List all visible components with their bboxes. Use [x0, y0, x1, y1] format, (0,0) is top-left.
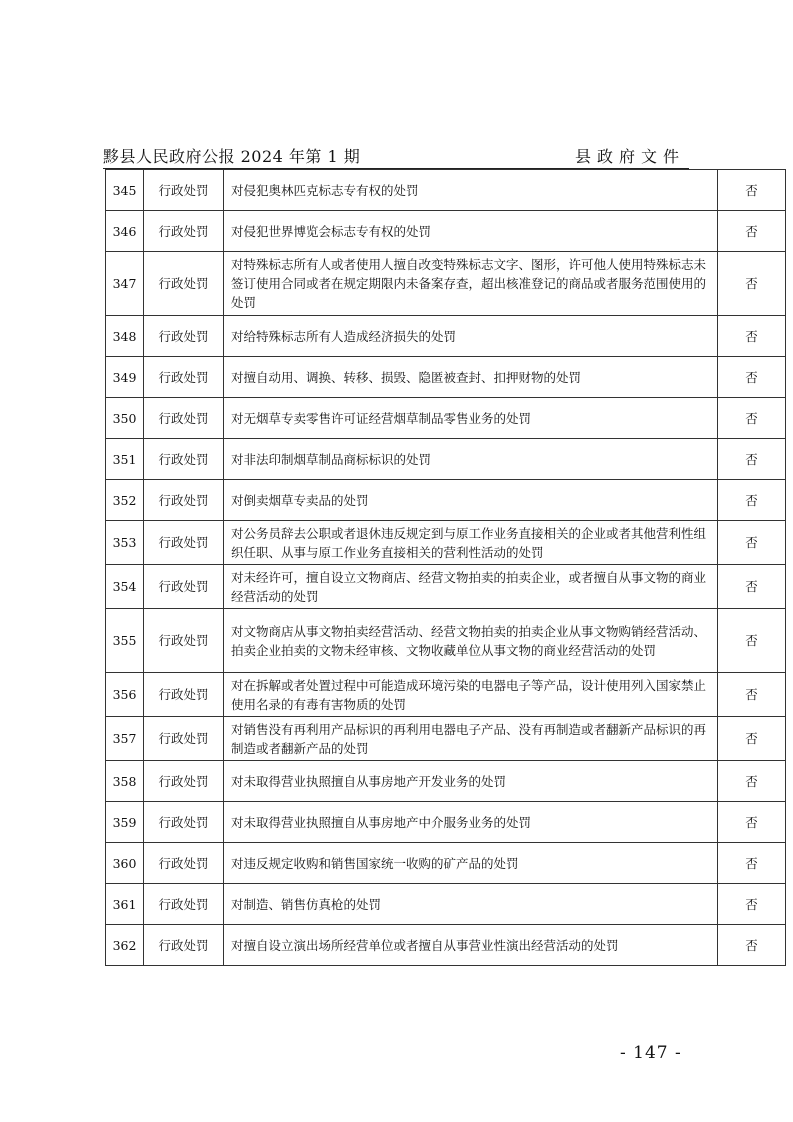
table-row: [106, 761, 786, 802]
table-row: [106, 170, 786, 211]
row-flag: 否: [718, 565, 786, 609]
row-flag: 否: [718, 717, 786, 761]
row-flag: 否: [718, 925, 786, 966]
table-row: [106, 316, 786, 357]
row-flag: 否: [718, 211, 786, 252]
row-number: 346: [106, 211, 144, 252]
row-description: 对文物商店从事文物拍卖经营活动、经营文物拍卖的拍卖企业从事文物购销经营活动、拍卖企业拍卖的文物未经审核、文物收藏单位从事文物的商业经营活动的处罚: [224, 609, 718, 673]
publication-title: 黟县人民政府公报 2024 年第 1 期: [103, 147, 361, 166]
row-flag: 否: [718, 480, 786, 521]
table-row: [106, 398, 786, 439]
row-type: 行政处罚: [144, 521, 224, 565]
row-type: 行政处罚: [144, 211, 224, 252]
table-row: [106, 439, 786, 480]
row-flag: 否: [718, 439, 786, 480]
row-number: 353: [106, 521, 144, 565]
row-type: 行政处罚: [144, 717, 224, 761]
row-number: 350: [106, 398, 144, 439]
row-description: 对在拆解或者处置过程中可能造成环境污染的电器电子等产品，设计使用列入国家禁止使用名录的有毒有害物质的处罚: [224, 673, 718, 717]
row-type: 行政处罚: [144, 252, 224, 316]
row-number: 358: [106, 761, 144, 802]
row-number: 359: [106, 802, 144, 843]
row-description: 对公务员辞去公职或者退休违反规定到与原工作业务直接相关的企业或者其他营利性组织任职、从事与原工作业务直接相关的营利性活动的处罚: [224, 521, 718, 565]
table-row: [106, 565, 786, 609]
row-number: 356: [106, 673, 144, 717]
page-header: [103, 142, 689, 169]
table-row: [106, 843, 786, 884]
row-description: 对未取得营业执照擅自从事房地产开发业务的处罚: [224, 761, 718, 802]
row-number: 361: [106, 884, 144, 925]
row-number: 345: [106, 170, 144, 211]
row-type: 行政处罚: [144, 398, 224, 439]
row-number: 354: [106, 565, 144, 609]
row-type: 行政处罚: [144, 565, 224, 609]
table-row: [106, 521, 786, 565]
row-type: 行政处罚: [144, 170, 224, 211]
row-description: 对擅自设立演出场所经营单位或者擅自从事营业性演出经营活动的处罚: [224, 925, 718, 966]
penalty-table: [105, 169, 786, 966]
row-description: 对未经许可，擅自设立文物商店、经营文物拍卖的拍卖企业，或者擅自从事文物的商业经营活动的处罚: [224, 565, 718, 609]
row-number: 357: [106, 717, 144, 761]
row-description: 对给特殊标志所有人造成经济损失的处罚: [224, 316, 718, 357]
row-number: 362: [106, 925, 144, 966]
row-flag: 否: [718, 609, 786, 673]
row-description: 对擅自动用、调换、转移、损毁、隐匿被查封、扣押财物的处罚: [224, 357, 718, 398]
row-description: 对侵犯世界博览会标志专有权的处罚: [224, 211, 718, 252]
row-flag: 否: [718, 843, 786, 884]
row-type: 行政处罚: [144, 843, 224, 884]
row-description: 对无烟草专卖零售许可证经营烟草制品零售业务的处罚: [224, 398, 718, 439]
row-flag: 否: [718, 673, 786, 717]
row-type: 行政处罚: [144, 316, 224, 357]
table-row: [106, 357, 786, 398]
row-number: 360: [106, 843, 144, 884]
row-number: 352: [106, 480, 144, 521]
row-flag: 否: [718, 802, 786, 843]
row-type: 行政处罚: [144, 673, 224, 717]
row-type: 行政处罚: [144, 884, 224, 925]
table-row: [106, 609, 786, 673]
row-number: 351: [106, 439, 144, 480]
table-row: [106, 252, 786, 316]
row-flag: 否: [718, 398, 786, 439]
row-type: 行政处罚: [144, 761, 224, 802]
table-row: [106, 717, 786, 761]
row-type: 行政处罚: [144, 439, 224, 480]
row-description: 对非法印制烟草制品商标标识的处罚: [224, 439, 718, 480]
row-flag: 否: [718, 316, 786, 357]
row-description: 对侵犯奥林匹克标志专有权的处罚: [224, 170, 718, 211]
row-type: 行政处罚: [144, 480, 224, 521]
row-flag: 否: [718, 761, 786, 802]
page-number: - 147 -: [620, 1043, 682, 1063]
row-description: 对销售没有再利用产品标识的再利用电器电子产品、没有再制造或者翻新产品标识的再制造或者翻新产品的处罚: [224, 717, 718, 761]
row-type: 行政处罚: [144, 925, 224, 966]
table-row: [106, 480, 786, 521]
row-description: 对制造、销售仿真枪的处罚: [224, 884, 718, 925]
row-description: 对倒卖烟草专卖品的处罚: [224, 480, 718, 521]
table-row: [106, 211, 786, 252]
row-flag: 否: [718, 252, 786, 316]
row-description: 对未取得营业执照擅自从事房地产中介服务业务的处罚: [224, 802, 718, 843]
table-row: [106, 884, 786, 925]
row-type: 行政处罚: [144, 802, 224, 843]
row-flag: 否: [718, 170, 786, 211]
row-number: 349: [106, 357, 144, 398]
table-row: [106, 673, 786, 717]
row-number: 355: [106, 609, 144, 673]
row-description: 对违反规定收购和销售国家统一收购的矿产品的处罚: [224, 843, 718, 884]
row-number: 347: [106, 252, 144, 316]
section-title: 县政府文件: [574, 147, 685, 166]
row-description: 对特殊标志所有人或者使用人擅自改变特殊标志文字、图形，许可他人使用特殊标志未签订使用合同或者在规定期限内未备案存查，超出核准登记的商品或者服务范围使用的处罚: [224, 252, 718, 316]
row-number: 348: [106, 316, 144, 357]
table-row: [106, 802, 786, 843]
row-flag: 否: [718, 521, 786, 565]
row-flag: 否: [718, 884, 786, 925]
table-row: [106, 925, 786, 966]
row-type: 行政处罚: [144, 609, 224, 673]
row-type: 行政处罚: [144, 357, 224, 398]
row-flag: 否: [718, 357, 786, 398]
